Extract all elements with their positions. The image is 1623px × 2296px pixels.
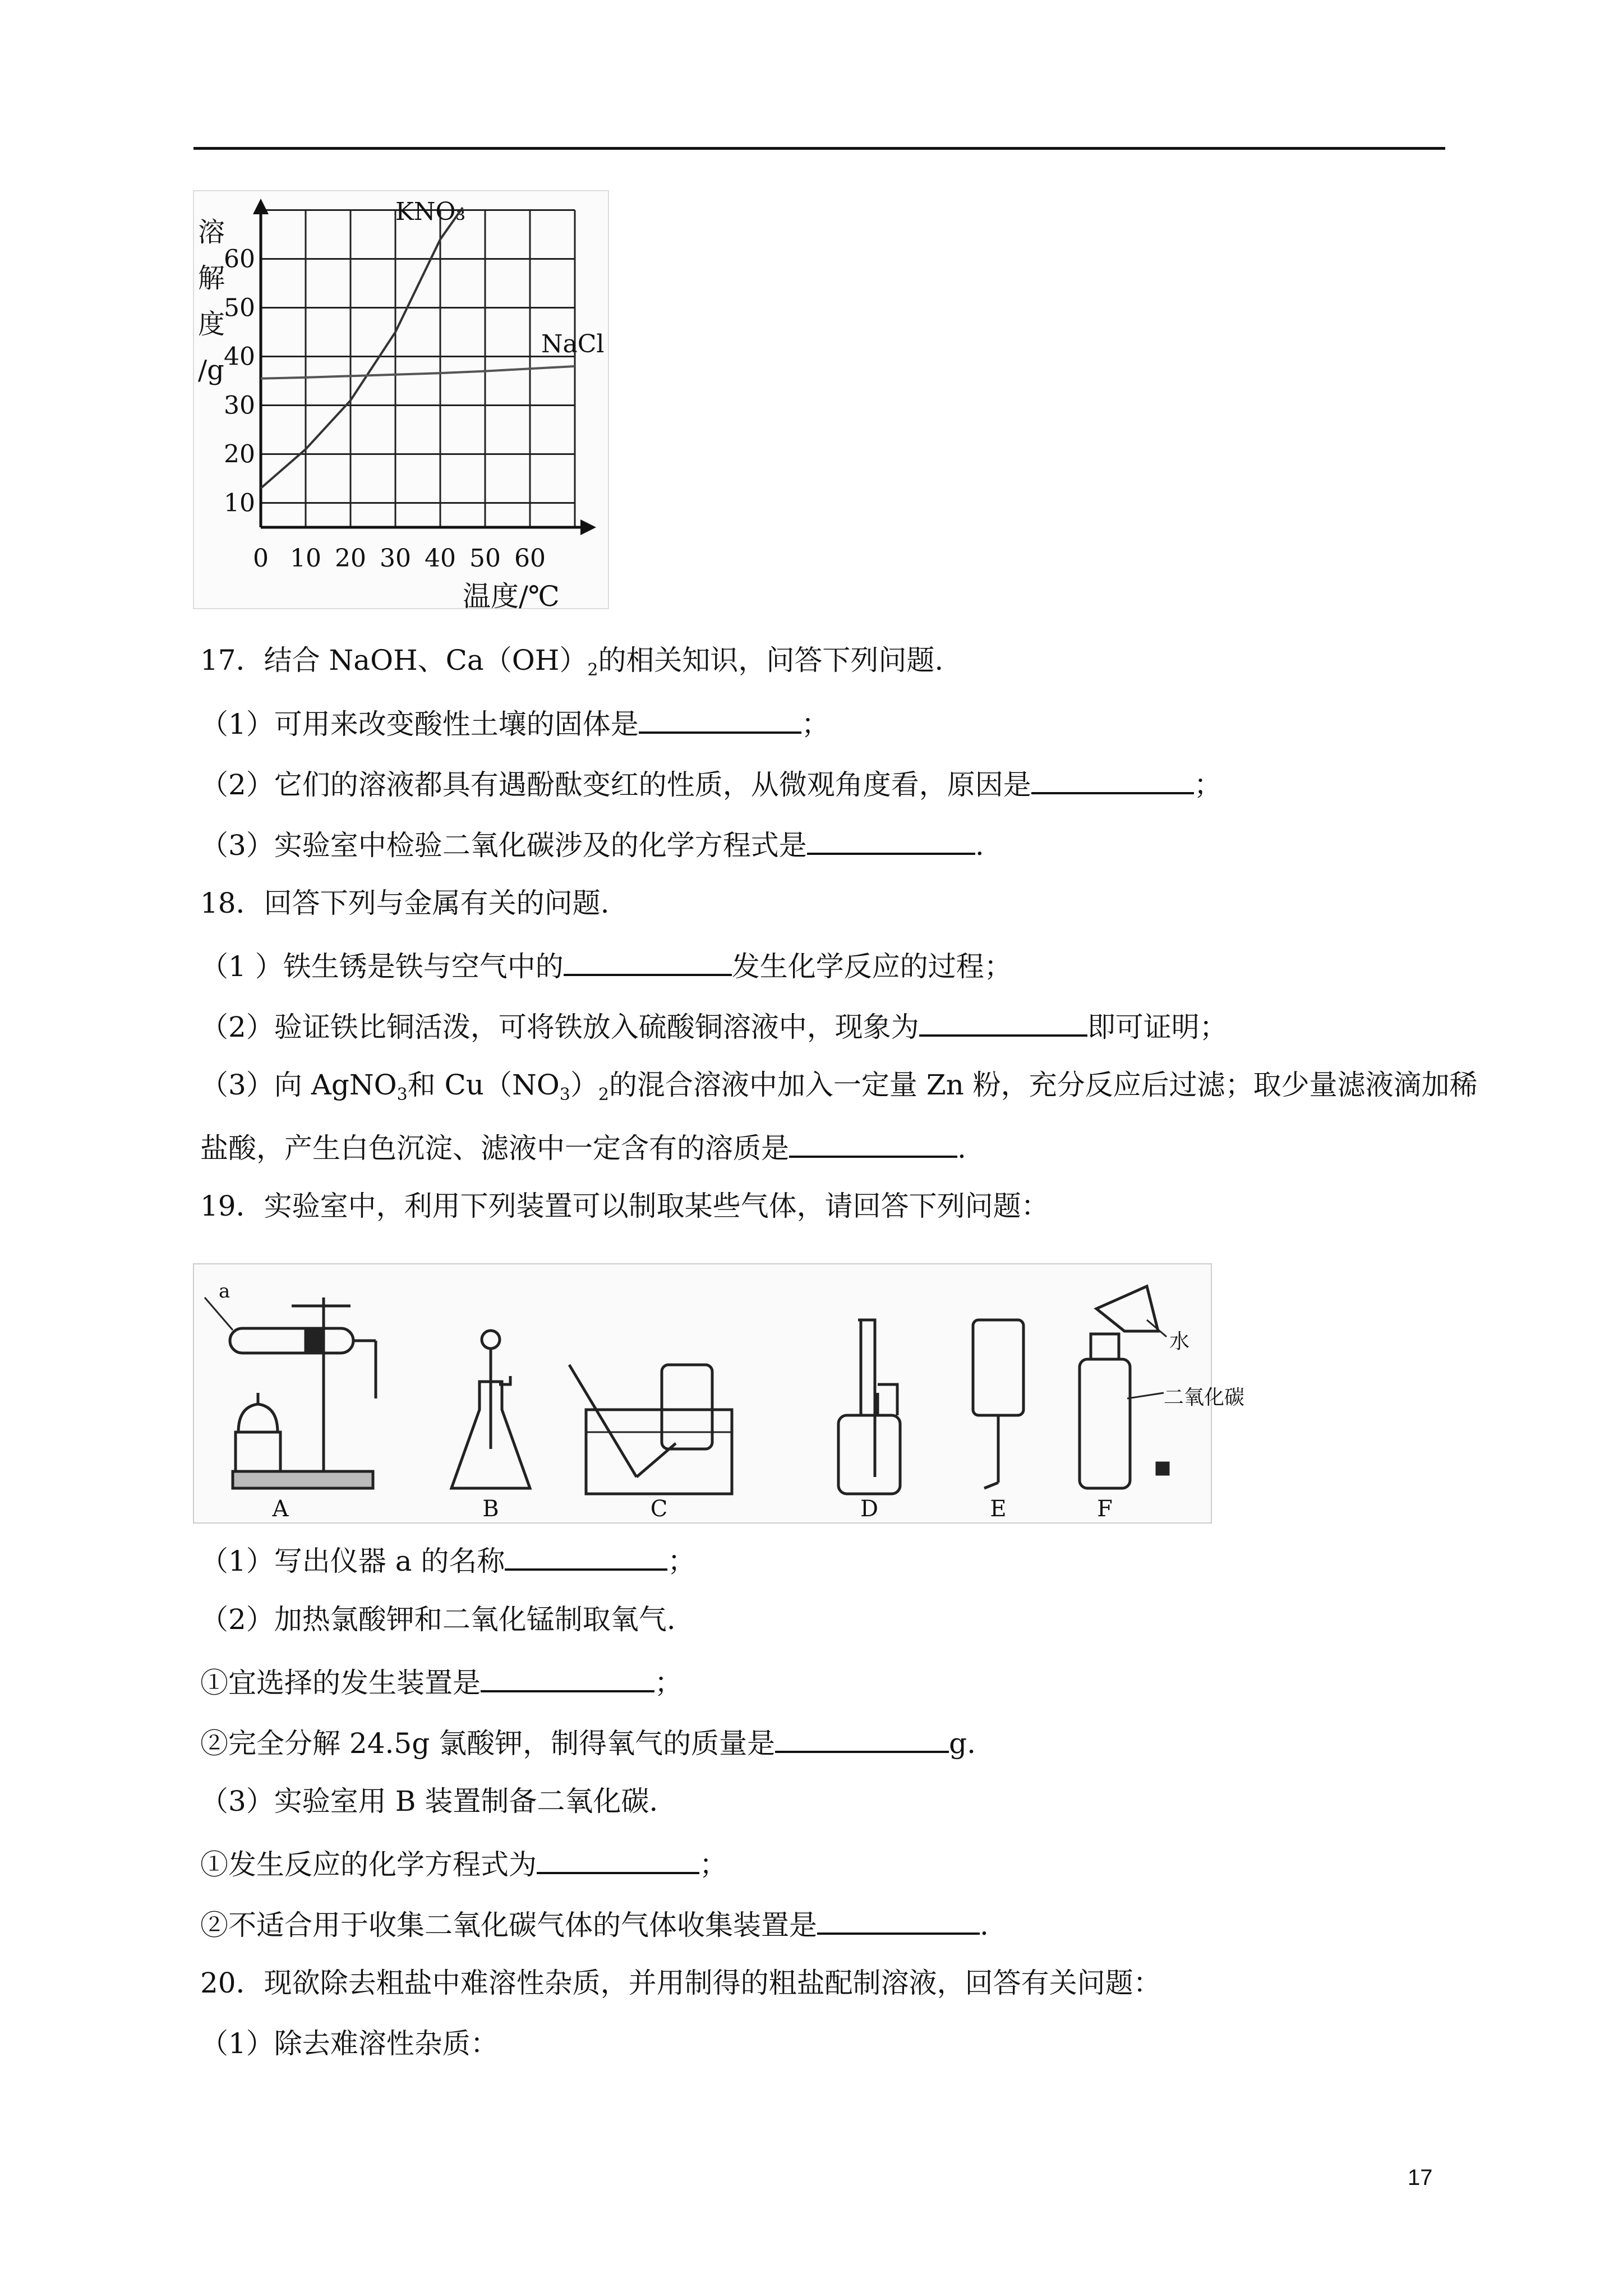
y-axis-label: 度 [198,309,225,340]
answer-blank[interactable] [505,1542,667,1571]
x-axis-label: 温度/℃ [463,580,560,613]
x-tick-label: 60 [514,544,546,573]
apparatus-svg [193,1264,1245,1523]
answer-blank[interactable] [537,1845,699,1874]
y-tick-label: 10 [224,489,255,518]
q18-part3-cont: 盐酸，产生白色沉淀、滤液中一定含有的溶质是 . [200,1129,966,1165]
instrument-a-label: a [219,1280,230,1303]
answer-blank[interactable] [775,1724,949,1753]
series-label-kno3: KNO₃ [395,197,466,226]
co2-label: 二氧化碳 [1164,1386,1245,1409]
answer-blank[interactable] [564,947,732,976]
q19-part3-2: ②不适合用于收集二氧化碳气体的气体收集装置是 . [200,1906,989,1942]
y-axis-label: 溶 [198,217,225,248]
y-axis-label: /g [198,355,224,386]
q18-title: 18．回答下列与金属有关的问题. [200,887,610,919]
q19-title: 19．实验室中，利用下列装置可以制取某些气体，请回答下列问题： [200,1190,1049,1222]
answer-blank[interactable] [1031,765,1194,794]
apparatus-label: F [1097,1496,1113,1522]
x-tick-label: 20 [335,544,366,573]
q19-part2-1: ①宜选择的发生装置是 ； [200,1663,683,1700]
answer-blank[interactable] [919,1007,1087,1037]
x-tick-label: 10 [290,544,321,573]
answer-blank[interactable] [481,1663,654,1692]
water-label: 水 [1169,1330,1190,1353]
answer-blank[interactable] [789,1129,957,1158]
q20-title: 20．现欲除去粗盐中难溶性杂质，并用制得的粗盐配制溶液，回答有关问题： [200,1967,1161,1999]
q18-part2: （2）验证铁比铜活泼，可将铁放入硫酸铜溶液中，现象为 即可证明； [200,1007,1228,1044]
lab-apparatus-figure [193,1264,1245,1525]
apparatus-label: D [860,1496,879,1522]
q17-part1: （1）可用来改变酸性土壤的固体是 ； [200,705,829,741]
x-tick-label: 30 [380,544,411,573]
answer-blank[interactable] [639,705,801,734]
page-number: 17 [1408,2165,1433,2190]
y-tick-label: 40 [224,342,255,371]
solubility-chart [193,191,608,611]
apparatus-label: C [650,1496,668,1522]
x-tick-label: 50 [469,544,501,573]
y-tick-label: 30 [224,391,255,420]
x-tick-label: 0 [253,544,269,573]
q17-title: 17．结合 NaOH、$Ca(OH)_2$的相关知识，问答下列问题. [200,644,944,680]
y-tick-label: 60 [224,245,255,274]
solubility-chart-svg [193,191,608,613]
answer-blank[interactable] [807,826,975,855]
q19-part3-1: ①发生反应的化学方程式为 ； [200,1845,727,1881]
q19-part2-2: ②完全分解 24.5g 氯酸钾，制得氧气的质量是 g. [200,1724,976,1760]
apparatus-label: E [990,1496,1007,1522]
apparatus-label: B [482,1496,499,1522]
q17-part2: （2）它们的溶液都具有遇酚酞变红的性质，从微观角度看，原因是 ； [200,765,1222,802]
y-tick-label: 50 [224,293,255,323]
q17-part3: （3）实验室中检验二氧化碳涉及的化学方程式是 . [200,826,984,862]
q19-part2: （2）加热氯酸钾和二氧化锰制取氧气. [200,1603,676,1636]
y-tick-label: 20 [224,440,255,469]
x-tick-label: 40 [425,544,456,573]
apparatus-label: A [272,1496,289,1522]
q18-part3: （3）向 AgNO$_3$和 $Cu(NO_3)_2$的混合溶液中加入一定量 Zn 粉，充分反应后过滤；取少量滤液滴加稀 [200,1069,1478,1105]
series-label-nacl: NaCl [541,330,605,358]
header-rule [193,147,1445,150]
q19-part3: （3）实验室用 B 装置制备二氧化碳. [200,1785,658,1818]
q18-part1: （1 ）铁生锈是铁与空气中的 发生化学反应的过程； [200,947,1012,983]
q20-part1: （1）除去难溶性杂质： [200,2027,499,2060]
q19-part1: （1）写出仪器 a 的名称 ； [200,1542,695,1578]
answer-blank[interactable] [817,1906,980,1935]
y-axis-label: 解 [198,263,225,294]
